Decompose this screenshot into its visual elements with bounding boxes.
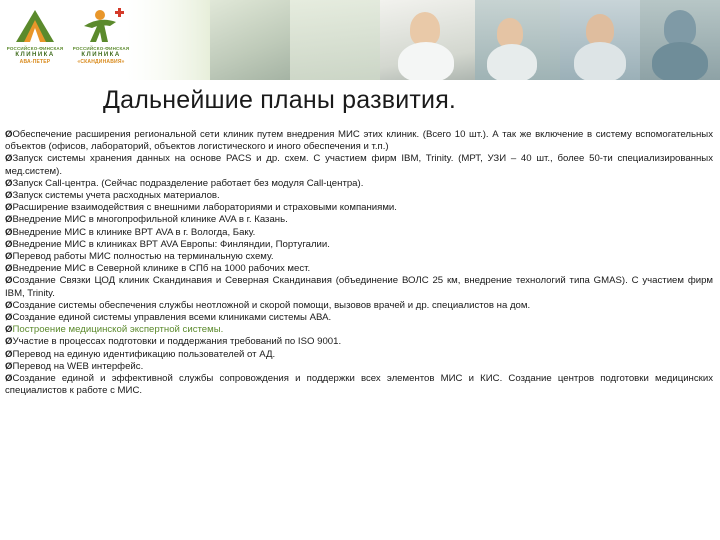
header-banner xyxy=(0,0,720,80)
person-logo-icon xyxy=(70,6,132,46)
list-item xyxy=(5,324,713,336)
arrow-bullet-icon: Ø xyxy=(5,202,13,214)
list-item-text: Участие в процессах подготовки и поддержания требований по ISO 9001. xyxy=(12,336,342,348)
list-item-text: Перевод на единую идентификацию пользователей от АД. xyxy=(12,348,276,360)
list-item-text: Перевод работы МИС полностью на терминальную схему. xyxy=(12,251,274,263)
mountain-logo-icon xyxy=(4,6,66,46)
list-item xyxy=(5,190,713,202)
list-item-text: Создание Связки ЦОД клиник Скандинавия и Северная Скандинавия (объединение ВОЛС 25 км, внедрение технологий типа GMAS). С участием фирм IBM, Trinity. xyxy=(5,275,713,299)
list-item-text: Расширение взаимодействия с внешними лабораториями и страховыми компаниями. xyxy=(12,202,397,214)
arrow-bullet-icon: Ø xyxy=(5,226,13,238)
arrow-bullet-icon: Ø xyxy=(5,336,13,348)
list-item xyxy=(5,312,713,324)
logo-area xyxy=(0,0,210,80)
header-photo-laboratory xyxy=(475,0,560,80)
list-item xyxy=(5,178,713,190)
plans-list xyxy=(5,129,713,397)
arrow-bullet-icon: Ø xyxy=(5,275,13,287)
header-photo-building xyxy=(210,0,290,80)
list-item-text: Создание единой и эффективной службы сопровождения и поддержки всех элементов МИС и КИС. Создание центров подготовки медицинских специалистов к работе с МИС. xyxy=(5,373,713,397)
arrow-bullet-icon: Ø xyxy=(5,263,13,275)
list-item xyxy=(5,300,713,312)
list-item-text: Внедрение МИС в многопрофильной клинике AVA в г. Казань. xyxy=(12,214,288,226)
list-item xyxy=(5,275,713,299)
list-item-text: Построение медицинской экспертной системы. xyxy=(12,324,224,336)
ava-peter-logo: РОССИЙСКО-ФИНСКАЯ КЛИНИКА АВА-ПЕТЕР xyxy=(4,6,66,74)
header-photo-microscope xyxy=(560,0,640,80)
list-item-text: Перевод на WEB интерфейс. xyxy=(12,360,144,372)
list-item xyxy=(5,153,713,177)
arrow-bullet-icon: Ø xyxy=(5,324,13,336)
list-item xyxy=(5,373,713,397)
arrow-bullet-icon: Ø xyxy=(5,214,13,226)
arrow-bullet-icon: Ø xyxy=(5,312,13,324)
list-item xyxy=(5,349,713,361)
list-item-text: Внедрение МИС в клинике ВРТ AVA в г. Вологда, Баку. xyxy=(12,226,256,238)
header-photo-doctor xyxy=(380,0,475,80)
list-item-text: Создание системы обеспечения службы неотложной и скорой помощи, вызовов врачей и др. специалистов на дом. xyxy=(12,299,531,311)
list-item xyxy=(5,336,713,348)
list-item xyxy=(5,227,713,239)
arrow-bullet-icon: Ø xyxy=(5,153,13,165)
list-item xyxy=(5,129,713,153)
list-item xyxy=(5,361,713,373)
list-item-text: Запуск системы учета расходных материалов. xyxy=(12,190,220,202)
arrow-bullet-icon: Ø xyxy=(5,129,13,140)
list-item xyxy=(5,263,713,275)
arrow-bullet-icon: Ø xyxy=(5,177,13,189)
list-item xyxy=(5,214,713,226)
arrow-bullet-icon: Ø xyxy=(5,190,13,202)
list-item xyxy=(5,202,713,214)
list-item-text: Внедрение МИС в клиниках ВРТ AVA Европы: Финляндии, Португалии. xyxy=(12,238,330,250)
arrow-bullet-icon: Ø xyxy=(5,251,13,263)
header-photo-interior xyxy=(290,0,380,80)
arrow-bullet-icon: Ø xyxy=(5,299,13,311)
header-photo-surgeon xyxy=(640,0,720,80)
list-item-text: Запуск системы хранения данных на основе PACS и др. схем. С участием фирм IBM, Trinity. (МРТ, УЗИ – 40 шт., более 50-ти специализированных мед.систем). xyxy=(5,153,713,177)
page-title: Дальнейшие планы развития. xyxy=(103,86,457,114)
scandinavia-logo: РОССИЙСКО-ФИНСКАЯ КЛИНИКА «СКАНДИНАВИЯ» xyxy=(70,6,132,74)
list-item xyxy=(5,239,713,251)
arrow-bullet-icon: Ø xyxy=(5,360,13,372)
list-item-text: Обеспечение расширения региональной сети клиник путем внедрения МИС этих клиник. (Всего 10 шт.). А так же включение в систему вспомогательных объектов (офисов, лабораторий, объектов логистического и иного обеспечения и т.п.) xyxy=(5,129,713,153)
arrow-bullet-icon: Ø xyxy=(5,348,13,360)
list-item xyxy=(5,251,713,263)
list-item-text: Создание единой системы управления всеми клиниками системы АВА. xyxy=(12,312,332,324)
list-item-text: Внедрение МИС в Северной клинике в СПб на 1000 рабочих мест. xyxy=(12,263,311,275)
arrow-bullet-icon: Ø xyxy=(5,238,13,250)
arrow-bullet-icon: Ø xyxy=(5,373,13,385)
list-item-text: Запуск Call-центра. (Сейчас подразделение работает без модуля Call-центра). xyxy=(12,177,364,189)
